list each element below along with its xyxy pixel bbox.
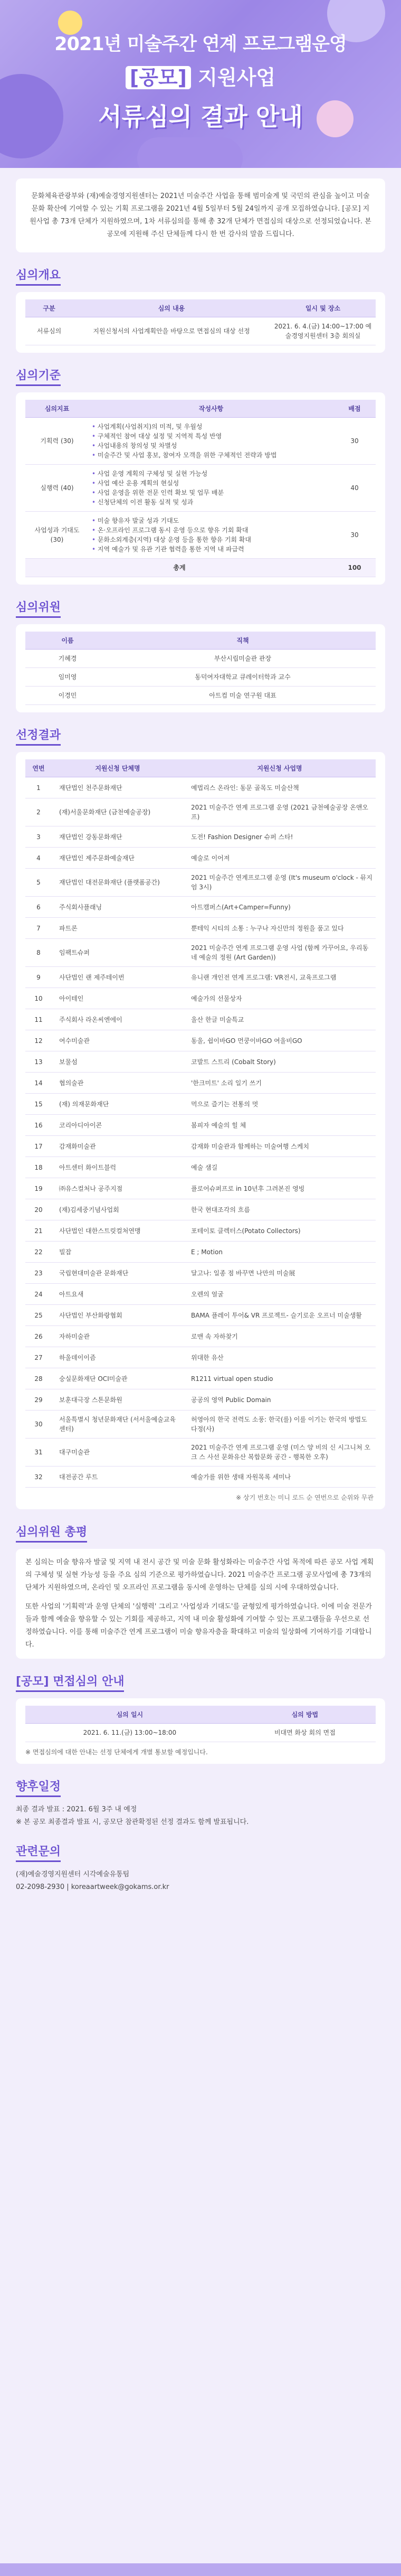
result-project: 허영아의 한국 전력도 소풍: 한국(를) 이를 이기는 한국의 방법도 다정(사) xyxy=(184,1411,376,1439)
table-row xyxy=(25,668,376,687)
result-org: 주식회사 라온씨엔에이 xyxy=(52,1009,184,1030)
section-title: 심의기준 xyxy=(16,366,61,386)
criteria-score: 30 xyxy=(333,512,376,559)
table-row xyxy=(25,1073,376,1094)
table-header: 지원신청 단체명 xyxy=(52,759,184,777)
result-no: 4 xyxy=(25,848,52,869)
hero-subtitle-rest: 지원사업 xyxy=(191,66,276,89)
table-row xyxy=(25,1157,376,1178)
table-header: 작성사항 xyxy=(89,400,333,418)
result-project: 예술가의 선물상자 xyxy=(184,988,376,1009)
result-project: 달고나: 일종 점 바꾸면 나만의 미술展 xyxy=(184,1263,376,1284)
table-row xyxy=(25,1389,376,1411)
review-section xyxy=(16,1523,385,1659)
review-card xyxy=(16,1549,385,1659)
table-row xyxy=(25,465,376,512)
result-org: 감재화미술관 xyxy=(52,1136,184,1157)
result-project: 플로어슈퍼프로 in 10년후 그려본진 영빙 xyxy=(184,1178,376,1199)
result-project: R1211 virtual open studio xyxy=(184,1368,376,1389)
review-paragraph: 본 심의는 미술 향유자 발굴 및 지역 내 전시 공간 및 미술 문화 활성화라는 미술주간 사업 목적에 따른 공모 사업 계획의 구체성 및 실현 가능성 등을 주요 심의 기준으로 평가하였습니다. 2021 미술주간 프로그램 공모사업에 총 73개의 단체가 지원하였으며, 온라인 및 오프라인 프로그램을 동시에 운영하는 단체를 심의 시에 우대하였습니다. xyxy=(25,1558,374,1592)
result-no: 6 xyxy=(25,897,52,918)
table-row xyxy=(25,1051,376,1073)
committee-card xyxy=(16,624,385,712)
contact-org: (재)예술경영지원센터 시각예술유통팀 xyxy=(16,1870,130,1878)
criteria-item: • 사업내용의 창의성 및 차별성 xyxy=(92,441,330,450)
result-project: 봄피자 예술의 힐 체 xyxy=(184,1115,376,1136)
criteria-item: • 미술주간 및 사업 홍보, 참여자 모객을 위한 구체적인 전략과 방법 xyxy=(92,450,330,460)
result-org: (재)김세중기념사업회 xyxy=(52,1199,184,1220)
result-project: '한크미트' 소리 일기 쓰기 xyxy=(184,1073,376,1094)
result-project: 유니랜 개인전 연계 프로그램: VR전시, 교육프로그램 xyxy=(184,967,376,988)
table-row xyxy=(25,317,376,345)
interview-section xyxy=(16,1672,385,1764)
criteria-item: • 구체적인 참여 대상 설정 및 지역적 특성 반영 xyxy=(92,431,330,441)
member-role: 동덕여자대학교 큐레이터학과 교수 xyxy=(110,668,376,687)
overview-card xyxy=(16,292,385,353)
result-no: 27 xyxy=(25,1347,52,1368)
result-project: 2021 미술주간 연계프로그램 운영 (It's museum o'clock - 뮤지엄 3시) xyxy=(184,869,376,897)
result-project: 감재화 미술관과 함께하는 미술여행 스케치 xyxy=(184,1136,376,1157)
result-org: 아트요새 xyxy=(52,1284,184,1305)
table-header: 직책 xyxy=(110,632,376,650)
result-no: 17 xyxy=(25,1136,52,1157)
table-header: 지원신청 사업명 xyxy=(184,759,376,777)
schedule-note: ※ 본 공모 최종결과 발표 시, 공모단 참관확정된 선정 결과도 함께 발표됩니다. xyxy=(16,1818,249,1826)
section-title: [공모] 면접심의 안내 xyxy=(16,1672,124,1692)
result-project: 예술로 이어져 xyxy=(184,848,376,869)
table-header: 심의 일시 xyxy=(25,1706,234,1724)
table-row xyxy=(25,1724,376,1742)
interview-datetime: 2021. 6. 11.(금) 13:00~18:00 xyxy=(25,1724,234,1742)
table-header: 심의 내용 xyxy=(73,299,270,317)
results-note: ※ 상기 번호는 미니 로드 순 연번으로 순위와 무관 xyxy=(236,1494,374,1501)
result-org: 하울데이이즘 xyxy=(52,1347,184,1368)
section-title: 심의개요 xyxy=(16,266,61,286)
result-no: 32 xyxy=(25,1466,52,1488)
result-project: 울산 한글 미술특교 xyxy=(184,1009,376,1030)
table-row xyxy=(25,687,376,705)
result-project: 공공의 영역 Public Domain xyxy=(184,1389,376,1411)
result-org: 여수미술관 xyxy=(52,1030,184,1051)
table-header: 구분 xyxy=(25,299,73,317)
result-org: 사단법인 대한스트릿컬처연맹 xyxy=(52,1220,184,1242)
member-name: 이경민 xyxy=(25,687,110,705)
criteria-label: 사업성과 기대도 (30) xyxy=(25,512,89,559)
result-no: 18 xyxy=(25,1157,52,1178)
result-org: ㈜유스컬처나 공주지점 xyxy=(52,1178,184,1199)
result-org: 빌잡 xyxy=(52,1242,184,1263)
table-row xyxy=(25,939,376,967)
result-no: 19 xyxy=(25,1178,52,1199)
result-project: 뿐테익 시티의 소통 : 누구나 자신만의 정원을 품고 있다 xyxy=(184,918,376,939)
result-project: 예술 샘길 xyxy=(184,1157,376,1178)
criteria-items xyxy=(89,512,333,559)
table-row xyxy=(25,1009,376,1030)
table-row xyxy=(25,1030,376,1051)
result-project: 2021 미술주간 연계 프로그램 운영 (미스 양 비의 신 시그니쳐 오크 스 사선 문화유산 복합문화 공간 - 행복한 오후) xyxy=(184,1439,376,1466)
member-role: 아트컴 미술 연구원 대표 xyxy=(110,687,376,705)
table-row xyxy=(25,848,376,869)
criteria-section xyxy=(16,366,385,585)
section-title: 심의위원 xyxy=(16,598,61,618)
criteria-score: 40 xyxy=(333,465,376,512)
section-title: 심의위원 총평 xyxy=(16,1523,87,1543)
member-name: 임미영 xyxy=(25,668,110,687)
table-row xyxy=(25,1263,376,1284)
table-row xyxy=(25,918,376,939)
criteria-items xyxy=(89,465,333,512)
hero-headline: 서류심의 결과 안내 xyxy=(98,102,303,131)
criteria-item: • 온·오프라인 프로그램 동시 운영 등으로 향유 기회 확대 xyxy=(92,525,330,535)
member-name: 기혜경 xyxy=(25,650,110,668)
result-no: 22 xyxy=(25,1242,52,1263)
table-row xyxy=(25,1136,376,1157)
results-table xyxy=(25,759,376,1488)
schedule-line: 최종 결과 발표 : 2021. 6월 3주 내 예정 xyxy=(16,1806,137,1813)
overview-type: 서류심의 xyxy=(25,317,73,345)
criteria-card xyxy=(16,392,385,585)
table-row xyxy=(25,1411,376,1439)
result-no: 9 xyxy=(25,967,52,988)
table-row xyxy=(25,1094,376,1115)
table-row xyxy=(25,1178,376,1199)
hero-title: 2021년 미술주간 연계 프로그램운영 xyxy=(54,34,347,55)
result-project: 예법리스 온라인: 동문 골목도 미술산책 xyxy=(184,777,376,798)
table-row xyxy=(25,1326,376,1347)
result-org: 아트센터 화이트블럭 xyxy=(52,1157,184,1178)
result-org: 서울특별시 청년문화재단 (서서울예술교육센터) xyxy=(52,1411,184,1439)
result-no: 8 xyxy=(25,939,52,967)
result-no: 23 xyxy=(25,1263,52,1284)
table-header: 배점 xyxy=(333,400,376,418)
table-header: 심의지표 xyxy=(25,400,89,418)
table-row xyxy=(25,1284,376,1305)
result-project: 한국 현대조각의 흐름 xyxy=(184,1199,376,1220)
criteria-item: • 지역 예술가 및 유관 기관 협력을 통한 지역 내 파급력 xyxy=(92,544,330,554)
table-row xyxy=(25,1305,376,1326)
criteria-item: • 사업 운영을 위한 전문 인력 확보 및 업무 배분 xyxy=(92,488,330,497)
result-no: 21 xyxy=(25,1220,52,1242)
interview-table xyxy=(25,1706,376,1742)
table-row xyxy=(25,418,376,465)
result-project: BAMA 플레이 투어& VR 프로젝트- 슬기로운 오프너 미술생활 xyxy=(184,1305,376,1326)
result-no: 28 xyxy=(25,1368,52,1389)
result-org: 주식회사플래닝 xyxy=(52,897,184,918)
result-org: (재) 의재문화재단 xyxy=(52,1094,184,1115)
result-no: 29 xyxy=(25,1389,52,1411)
result-no: 26 xyxy=(25,1326,52,1347)
criteria-table xyxy=(25,400,376,577)
result-project: 도전! Fashion Designer 슈퍼 스타! xyxy=(184,826,376,848)
result-project: 아트캠퍼스(Art+Camper=Funny) xyxy=(184,897,376,918)
table-row xyxy=(25,869,376,897)
table-row xyxy=(25,897,376,918)
table-row xyxy=(25,826,376,848)
hero-subtitle-tag: [공모] xyxy=(126,66,191,89)
result-no: 12 xyxy=(25,1030,52,1051)
criteria-label: 실행력 (40) xyxy=(25,465,89,512)
section-title: 향후일정 xyxy=(16,1778,61,1797)
criteria-item: • 문화소외계층(지역) 대상 운영 등을 통한 향유 기회 확대 xyxy=(92,535,330,544)
result-org: 재단법인 천주문화재단 xyxy=(52,777,184,798)
result-project: E ; Motion xyxy=(184,1242,376,1263)
table-row xyxy=(25,1368,376,1389)
table-header: 일시 및 장소 xyxy=(270,299,376,317)
result-project: 예술가를 위한 생태 자원목록 세미나 xyxy=(184,1466,376,1488)
table-row xyxy=(25,1242,376,1263)
result-org: 재단법인 대전문화재단 (플랫폼공간) xyxy=(52,869,184,897)
table-row xyxy=(25,1199,376,1220)
table-row xyxy=(25,1347,376,1368)
review-paragraph: 또한 사업의 '기획력'과 운영 단체의 '실행력' 그리고 '사업성과 기대도'를 균형있게 평가하였습니다. 이에 미술 전문가들과 함께 예술을 향유할 수 있는 기회를 제공하고, 지역 내 미술 활성화에 기여할 수 있는 프로그램들을 우선으로 선정하였습니다. 이를 통해 미술주간 연계 프로그램이 미술 향유자층을 확대하고 미술의 일상화에 기여하기를 기대합니다. xyxy=(25,1603,372,1649)
result-no: 30 xyxy=(25,1411,52,1439)
result-org: 자하미술관 xyxy=(52,1326,184,1347)
result-org: 숭실문화재단 OCI미술관 xyxy=(52,1368,184,1389)
result-org: 대전공간 루트 xyxy=(52,1466,184,1488)
hero-subtitle xyxy=(0,61,401,90)
criteria-item: • 신청단체의 이전 활동 실적 및 성과 xyxy=(92,497,330,507)
decor-pill xyxy=(137,137,243,168)
table-header: 이름 xyxy=(25,632,110,650)
interview-note: ※ 면접심의에 대한 안내는 선정 단체에게 개별 통보할 예정입니다. xyxy=(25,1748,208,1756)
hero-banner xyxy=(0,0,401,168)
result-project: 2021 미술주간 연계 프로그램 운영 (2021 금천예술공장 온앤오프) xyxy=(184,798,376,826)
committee-table xyxy=(25,632,376,705)
result-project: 로맨 속 자하찾기 xyxy=(184,1326,376,1347)
result-org: 파트론 xyxy=(52,918,184,939)
result-org: 보물섬 xyxy=(52,1051,184,1073)
result-project: 먹으로 즐기는 전통의 멋 xyxy=(184,1094,376,1115)
results-card xyxy=(16,752,385,1509)
result-no: 11 xyxy=(25,1009,52,1030)
table-row xyxy=(25,777,376,798)
overview-table xyxy=(25,299,376,345)
intro-text: 문화체육관광부와 (재)예술경영지원센터는 2021년 미술주간 사업을 통해 범미술계 및 국민의 관심을 높이고 미술문화 확산에 기여할 수 있는 기획 프로그램을 2021년 4월 5일부터 5월 24일까지 공개 모집하였습니다. [공모] 지원사업 총 73개 단체가 지원하였으며, 1차 서류심의를 통해 총 32개 단체가 면접심의 대상으로 선정되었습니다. 본 공모에 지원해 주신 단체들께 다시 한 번 감사의 말씀 드립니다. xyxy=(16,178,385,252)
criteria-item: • 미술 향유자 발굴 성과 기대도 xyxy=(92,516,330,525)
result-org: 보훈대극장 스톤문화원 xyxy=(52,1389,184,1411)
total-label: 총계 xyxy=(25,559,333,577)
result-org: 사단법인 랜 제주테이번 xyxy=(52,967,184,988)
result-no: 16 xyxy=(25,1115,52,1136)
table-row xyxy=(25,798,376,826)
result-project: 포테이토 클렉터스(Potato Collectors) xyxy=(184,1220,376,1242)
result-project: 동울, 쉽이바GO 먼쿵이바GO 여울비GO xyxy=(184,1030,376,1051)
result-org: 재단법인 강동문화재단 xyxy=(52,826,184,848)
section-title: 선정결과 xyxy=(16,726,61,746)
result-org: 국립현대미술관 문화재단 xyxy=(52,1263,184,1284)
table-row xyxy=(25,512,376,559)
result-org: 재단법인 제주문화예술재단 xyxy=(52,848,184,869)
section-title: 관련문의 xyxy=(16,1842,61,1862)
result-no: 31 xyxy=(25,1439,52,1466)
table-row xyxy=(25,967,376,988)
member-role: 부산시립미술관 관장 xyxy=(110,650,376,668)
overview-datetime: 2021. 6. 4.(금) 14:00~17:00 예술경영지원센터 3층 회의실 xyxy=(270,317,376,345)
result-no: 14 xyxy=(25,1073,52,1094)
total-score: 100 xyxy=(333,559,376,577)
results-section xyxy=(16,726,385,1509)
table-row xyxy=(25,650,376,668)
committee-section xyxy=(16,598,385,712)
contact-section xyxy=(16,1842,385,1894)
table-row-total xyxy=(25,559,376,577)
footer-bar xyxy=(0,2563,401,2576)
result-org: 아이테인 xyxy=(52,988,184,1009)
schedule-section xyxy=(16,1778,385,1829)
interview-method: 비대면 화상 회의 면접 xyxy=(234,1724,376,1742)
result-no: 10 xyxy=(25,988,52,1009)
criteria-score: 30 xyxy=(333,418,376,465)
result-no: 5 xyxy=(25,869,52,897)
result-no: 1 xyxy=(25,777,52,798)
result-no: 20 xyxy=(25,1199,52,1220)
result-org: 협의술관 xyxy=(52,1073,184,1094)
criteria-item: • 사업계획(사업취지)의 미적, 및 우월성 xyxy=(92,422,330,431)
table-header: 연번 xyxy=(25,759,52,777)
result-no: 2 xyxy=(25,798,52,826)
contact-phone: 02-2098-2930 | koreaartweek@gokams.or.kr xyxy=(16,1883,169,1891)
table-header: 심의 방법 xyxy=(234,1706,376,1724)
result-org: 임팩트슈퍼 xyxy=(52,939,184,967)
criteria-item: • 사업 운영 계획의 구체성 및 실현 가능성 xyxy=(92,469,330,478)
overview-section xyxy=(16,266,385,353)
result-no: 25 xyxy=(25,1305,52,1326)
result-project: 2021 미술주간 연계 프로그램 운영 사업 (함께 가꾸어요, 우리동네 예술의 정원 (Art Garden)) xyxy=(184,939,376,967)
result-project: 오렌의 얼굴 xyxy=(184,1284,376,1305)
result-no: 3 xyxy=(25,826,52,848)
result-no: 24 xyxy=(25,1284,52,1305)
result-no: 15 xyxy=(25,1094,52,1115)
result-project: 위대한 유산 xyxy=(184,1347,376,1368)
table-row xyxy=(25,1115,376,1136)
criteria-item: • 사업 예산 운용 계획의 현실성 xyxy=(92,478,330,488)
table-row xyxy=(25,1439,376,1466)
result-no: 7 xyxy=(25,918,52,939)
table-row xyxy=(25,1466,376,1488)
result-org: 대구미술관 xyxy=(52,1439,184,1466)
table-row xyxy=(25,1220,376,1242)
criteria-items xyxy=(89,418,333,465)
interview-card xyxy=(16,1698,385,1764)
result-org: 사단법인 부산화랑협회 xyxy=(52,1305,184,1326)
table-row xyxy=(25,988,376,1009)
result-org: (재)서울문화재단 (금천예술공장) xyxy=(52,798,184,826)
criteria-label: 기획력 (30) xyxy=(25,418,89,465)
result-org: 코리아디아이콘 xyxy=(52,1115,184,1136)
result-no: 13 xyxy=(25,1051,52,1073)
overview-content: 지원신청서의 사업계획안을 바탕으로 면접심의 대상 선정 xyxy=(73,317,270,345)
result-project: 코발트 스트리 (Cobalt Story) xyxy=(184,1051,376,1073)
